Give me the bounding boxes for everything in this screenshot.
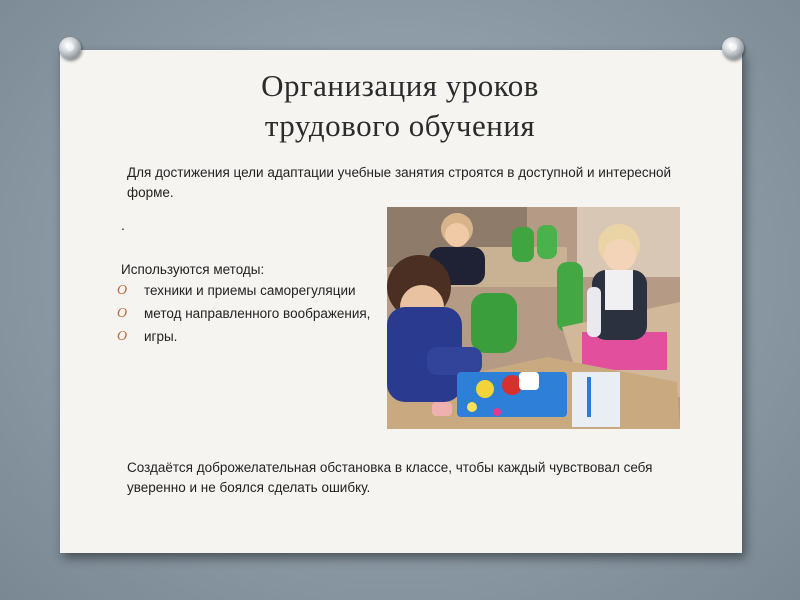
bullet-o-icon: O <box>117 283 128 298</box>
outro-text: Создаётся доброжелательная обстановка в классе, чтобы каждый чувствовал себя уверенно и не боялся сделать ошибку. <box>127 460 653 495</box>
classroom-photo <box>387 207 680 429</box>
pushpin-left-icon <box>59 37 81 59</box>
slide-title <box>100 66 700 146</box>
separator-dot: . <box>121 217 125 233</box>
methods-heading: Используются методы: <box>121 262 265 277</box>
bullet-o-icon: O <box>117 306 128 321</box>
methods-list <box>117 281 387 350</box>
classroom-photo-illustration <box>387 207 680 429</box>
title-line-2: трудового обучения <box>264 108 536 143</box>
list-item <box>117 327 387 347</box>
list-item <box>117 281 387 301</box>
method-label: игры. <box>144 329 178 344</box>
bullet-o-icon: O <box>117 329 128 344</box>
intro-text: Для достижения цели адаптации учебные занятия строятся в доступной и интересной форме. <box>127 165 672 200</box>
method-label: метод направленного воображения, <box>144 306 371 321</box>
list-item <box>117 304 387 324</box>
method-label: техники и приемы саморегуляции <box>144 283 356 298</box>
pushpin-right-icon <box>722 37 744 59</box>
title-line-1: Организация уроков <box>261 68 539 103</box>
